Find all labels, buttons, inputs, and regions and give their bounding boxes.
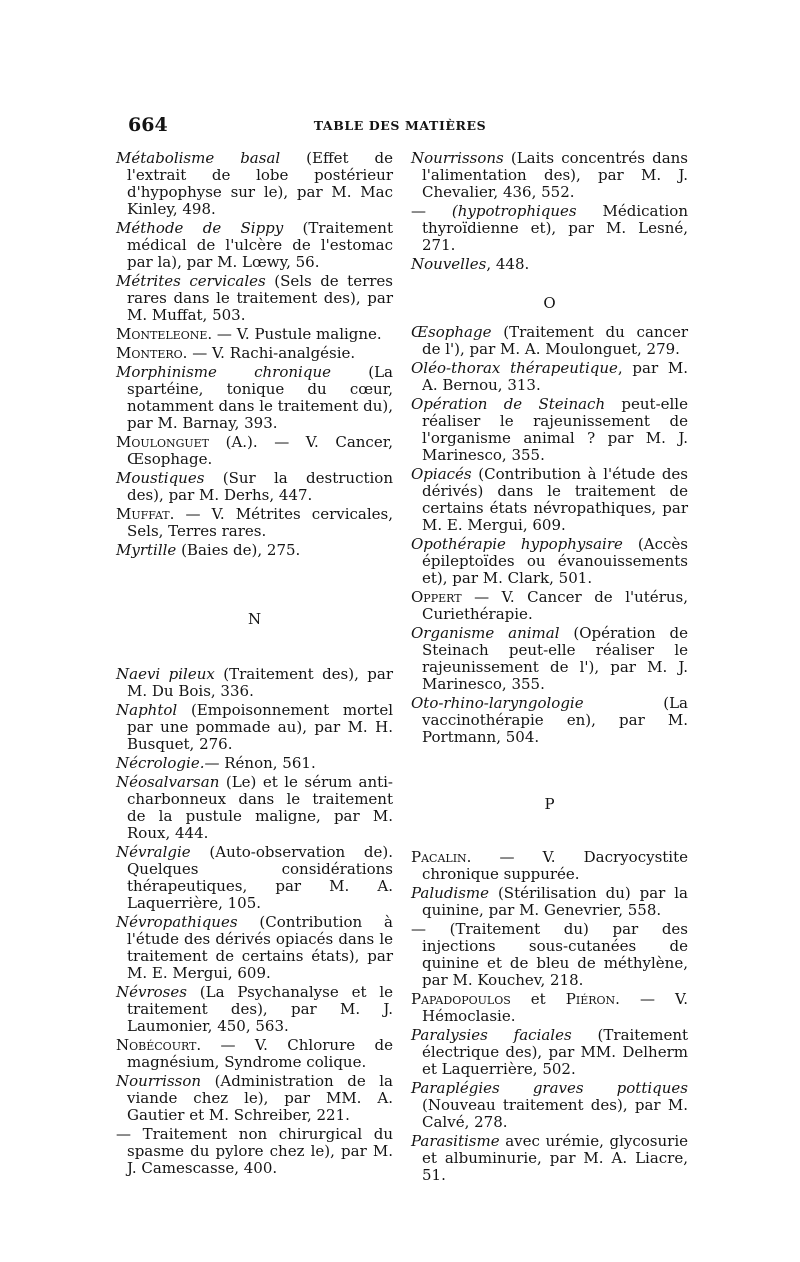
index-entry <box>116 984 393 1035</box>
entry-heading: Naphtol <box>116 701 178 719</box>
entry-text: (La Psychanalyse et le traitement des), par M. J. Laumonier, 450, 563. <box>127 983 393 1035</box>
index-entry <box>411 921 688 989</box>
entry-text: (Auto-observation de). Quelques considérations thérapeutiques, par M. A. Laquerrière, 105. <box>127 843 393 912</box>
entry-text: — <box>411 202 452 220</box>
entry-text: (Stérilisation du) par la quinine, par M. Genevrier, 558. <box>422 884 688 919</box>
index-entry <box>116 434 393 468</box>
entries-n <box>116 666 393 1177</box>
entry-heading: Muffat. <box>116 505 175 523</box>
entry-text: — V. Dacryocystite chronique suppurée. <box>422 848 688 883</box>
index-entry <box>411 150 688 201</box>
entry-text: avec urémie, glycosurie et albuminurie, par M. A. Liacre, 51. <box>422 1132 688 1184</box>
entry-heading: Opération de Steinach <box>411 395 606 413</box>
index-entry <box>411 396 688 464</box>
index-entry <box>411 695 688 746</box>
index-entry <box>411 1027 688 1078</box>
entry-heading: Nobécourt. <box>116 1036 202 1054</box>
entry-text: (Traitement électrique des), par MM. Delherm et Laquerrière, 502. <box>422 1026 689 1078</box>
entry-heading: Pacalin. <box>411 848 472 866</box>
entries-n-continued <box>411 150 688 273</box>
entry-text: (A.). — V. Cancer, Œsophage. <box>127 433 393 468</box>
section-letter-n: N <box>247 610 262 628</box>
index-entry <box>411 625 688 693</box>
entry-text: — V. Chlorure de magnésium, Syndrome colique. <box>127 1036 393 1071</box>
index-entry <box>411 1133 688 1184</box>
entry-heading: Opothérapie hypophysaire <box>411 535 623 553</box>
entry-text: — V. Cancer de l'utérus, Curiethérapie. <box>422 588 688 623</box>
entry-text: , par M. A. Bernou, 313. <box>422 359 688 394</box>
index-entry <box>411 203 688 254</box>
index-entry <box>116 666 393 700</box>
entry-text: (Contribution à l'étude des dérivés) dans le traitement de certains états névropathiques, par M. E. Mergui, 609. <box>422 465 688 534</box>
entry-text: — V. Rachi-analgésie. <box>187 344 356 362</box>
entry-heading: Métabolisme basal <box>116 149 281 167</box>
entry-text: — Traitement non chirurgical du spasme du pylore chez le), par M. J. Camescasse, 400. <box>116 1125 393 1177</box>
entry-heading: Moustiques <box>116 469 205 487</box>
entry-text: — V. Pustule maligne. <box>212 325 382 343</box>
entry-heading: Nourrisson <box>116 1072 202 1090</box>
index-entry <box>116 220 393 271</box>
entry-heading: Paraplégies graves pottiques <box>411 1079 688 1097</box>
entry-heading: Nécrologie. <box>116 754 205 772</box>
entry-heading: Oléo-thorax thérapeutique <box>411 359 618 377</box>
entry-heading: Métrites cervicales <box>116 272 266 290</box>
page-number: 664 <box>128 114 168 136</box>
entry-heading: Moulonguet <box>116 433 210 451</box>
index-entry <box>411 991 688 1025</box>
index-entry <box>411 360 688 394</box>
entry-heading: Névroses <box>116 983 187 1001</box>
entry-heading: Paludisme <box>411 884 490 902</box>
entry-heading: Nourrissons <box>411 149 504 167</box>
entry-text: (Effet de l'extrait de lobe postérieur d'hypophyse sur le), par M. Mac Kinley, 498. <box>127 149 393 218</box>
index-entry <box>411 324 688 358</box>
entry-text: et <box>510 990 566 1008</box>
entry-text: (Traitement du cancer de l'), par M. A. Moulonguet, 279. <box>422 323 688 358</box>
index-entry <box>116 470 393 504</box>
index-entry <box>411 885 688 919</box>
entry-heading: Néosalvarsan <box>116 773 220 791</box>
running-head: TABLE DES MATIÈRES <box>313 118 487 133</box>
entry-text: peut-elle réaliser le rajeunissement de l'organisme animal ? par M. J. Marinesco, 355. <box>422 395 688 464</box>
index-entry <box>116 345 393 362</box>
entry-heading: Monteleone. <box>116 325 213 343</box>
index-entry <box>116 1073 393 1124</box>
entry-heading: Opiacés <box>411 465 472 483</box>
entry-heading: Naevi pileux <box>116 665 215 683</box>
entry-heading: Morphinisme chronique <box>116 363 331 381</box>
entries-m <box>116 150 393 559</box>
entry-heading: Parasitisme <box>411 1132 500 1150</box>
entry-heading: Oppert <box>411 588 462 606</box>
entry-heading: Œsophage <box>411 323 492 341</box>
entry-text: (Accès épileptoïdes ou évanouissements et), par M. Clark, 501. <box>422 535 688 587</box>
index-entry <box>116 1126 393 1177</box>
entry-text: (La spartéine, tonique du cœur, notamment dans le traitement du), par M. Barnay, 393. <box>127 363 393 432</box>
entry-text: (Contribution à l'étude des dérivés opiacés dans le traitement de certains états), par M. E. Mergui, 609. <box>127 913 393 982</box>
entry-heading: Piéron <box>565 990 616 1008</box>
index-entry <box>411 466 688 534</box>
entry-text: (Sels de terres rares dans le traitement des), par M. Muffat, 503. <box>127 272 393 324</box>
index-entry <box>116 755 393 772</box>
entry-text: (Traitement médical de l'ulcère de l'estomac par la), par M. Lœwy, 56. <box>127 219 394 271</box>
index-entry <box>411 849 688 883</box>
entry-text: (Laits concentrés dans l'alimentation des), par M. J. Chevalier, 436, 552. <box>422 149 688 201</box>
index-entry <box>411 536 688 587</box>
entry-text: (La vaccinothérapie en), par M. Portmann, 504. <box>422 694 688 746</box>
index-entry <box>411 589 688 623</box>
index-entry <box>411 1080 688 1131</box>
entries-o <box>411 324 688 746</box>
entry-text: — Rénon, 561. <box>204 754 316 772</box>
index-entry <box>116 542 393 559</box>
index-entry <box>411 256 688 273</box>
entry-text: (Administration de la viande chez le), par MM. A. Gautier et M. Schreiber, 221. <box>127 1072 393 1124</box>
index-entry <box>116 914 393 982</box>
entry-text: — (Traitement du) par des injections sous-cutanées de quinine et de bleu de méthylène, par M. Kouchev, 218. <box>411 920 688 989</box>
index-entry <box>116 150 393 218</box>
index-column-right <box>411 150 688 1186</box>
entry-text: , 448. <box>486 255 530 273</box>
entry-text: (Traitement des), par M. Du Bois, 336. <box>127 665 393 700</box>
index-entry <box>116 506 393 540</box>
index-entry <box>116 326 393 343</box>
entry-heading: Méthode de Sippy <box>116 219 284 237</box>
section-letter-p: P <box>544 795 555 813</box>
entry-heading: Paralysies faciales <box>411 1026 572 1044</box>
entry-text: (Opération de Steinach peut-elle réaliser le rajeunissement de l'), par M. J. Marinesco, 355. <box>422 624 688 693</box>
index-entry <box>116 702 393 753</box>
entry-heading: (hypotrophiques <box>451 202 577 220</box>
entry-text: (Baies de), 275. <box>176 541 301 559</box>
index-column-left <box>116 150 393 1179</box>
entry-text: Médication thyroïdienne et), par M. Lesné, 271. <box>422 202 688 254</box>
index-entry <box>116 1037 393 1071</box>
entry-heading: Oto-rhino-laryngologie <box>411 694 584 712</box>
index-entry <box>116 364 393 432</box>
entry-text: (Empoisonnement mortel par une pommade au), par M. H. Busquet, 276. <box>127 701 393 753</box>
entry-text: . — V. Hémoclasie. <box>422 990 688 1025</box>
entry-heading: Organisme animal <box>411 624 560 642</box>
entry-heading: Papadopoulos <box>411 990 511 1008</box>
index-entry <box>116 273 393 324</box>
entry-heading: Nouvelles <box>411 255 487 273</box>
entry-heading: Montero. <box>116 344 188 362</box>
entry-heading: Névropathiques <box>116 913 238 931</box>
entry-heading: Myrtille <box>116 541 177 559</box>
entries-p <box>411 849 688 1184</box>
entry-text: (Nouveau traitement des), par M. Calvé, 278. <box>422 1096 688 1131</box>
entry-text: (Le) et le sérum anti-charbonneux dans le traitement de la pustule maligne, par M. Roux, 444. <box>127 773 393 842</box>
section-letter-o: O <box>543 294 556 312</box>
entry-heading: Névralgie <box>116 843 191 861</box>
entry-text: — V. Métrites cervicales, Sels, Terres rares. <box>127 505 393 540</box>
index-entry <box>116 774 393 842</box>
entry-text: (Sur la destruction des), par M. Derhs, 447. <box>127 469 393 504</box>
index-entry <box>116 844 393 912</box>
